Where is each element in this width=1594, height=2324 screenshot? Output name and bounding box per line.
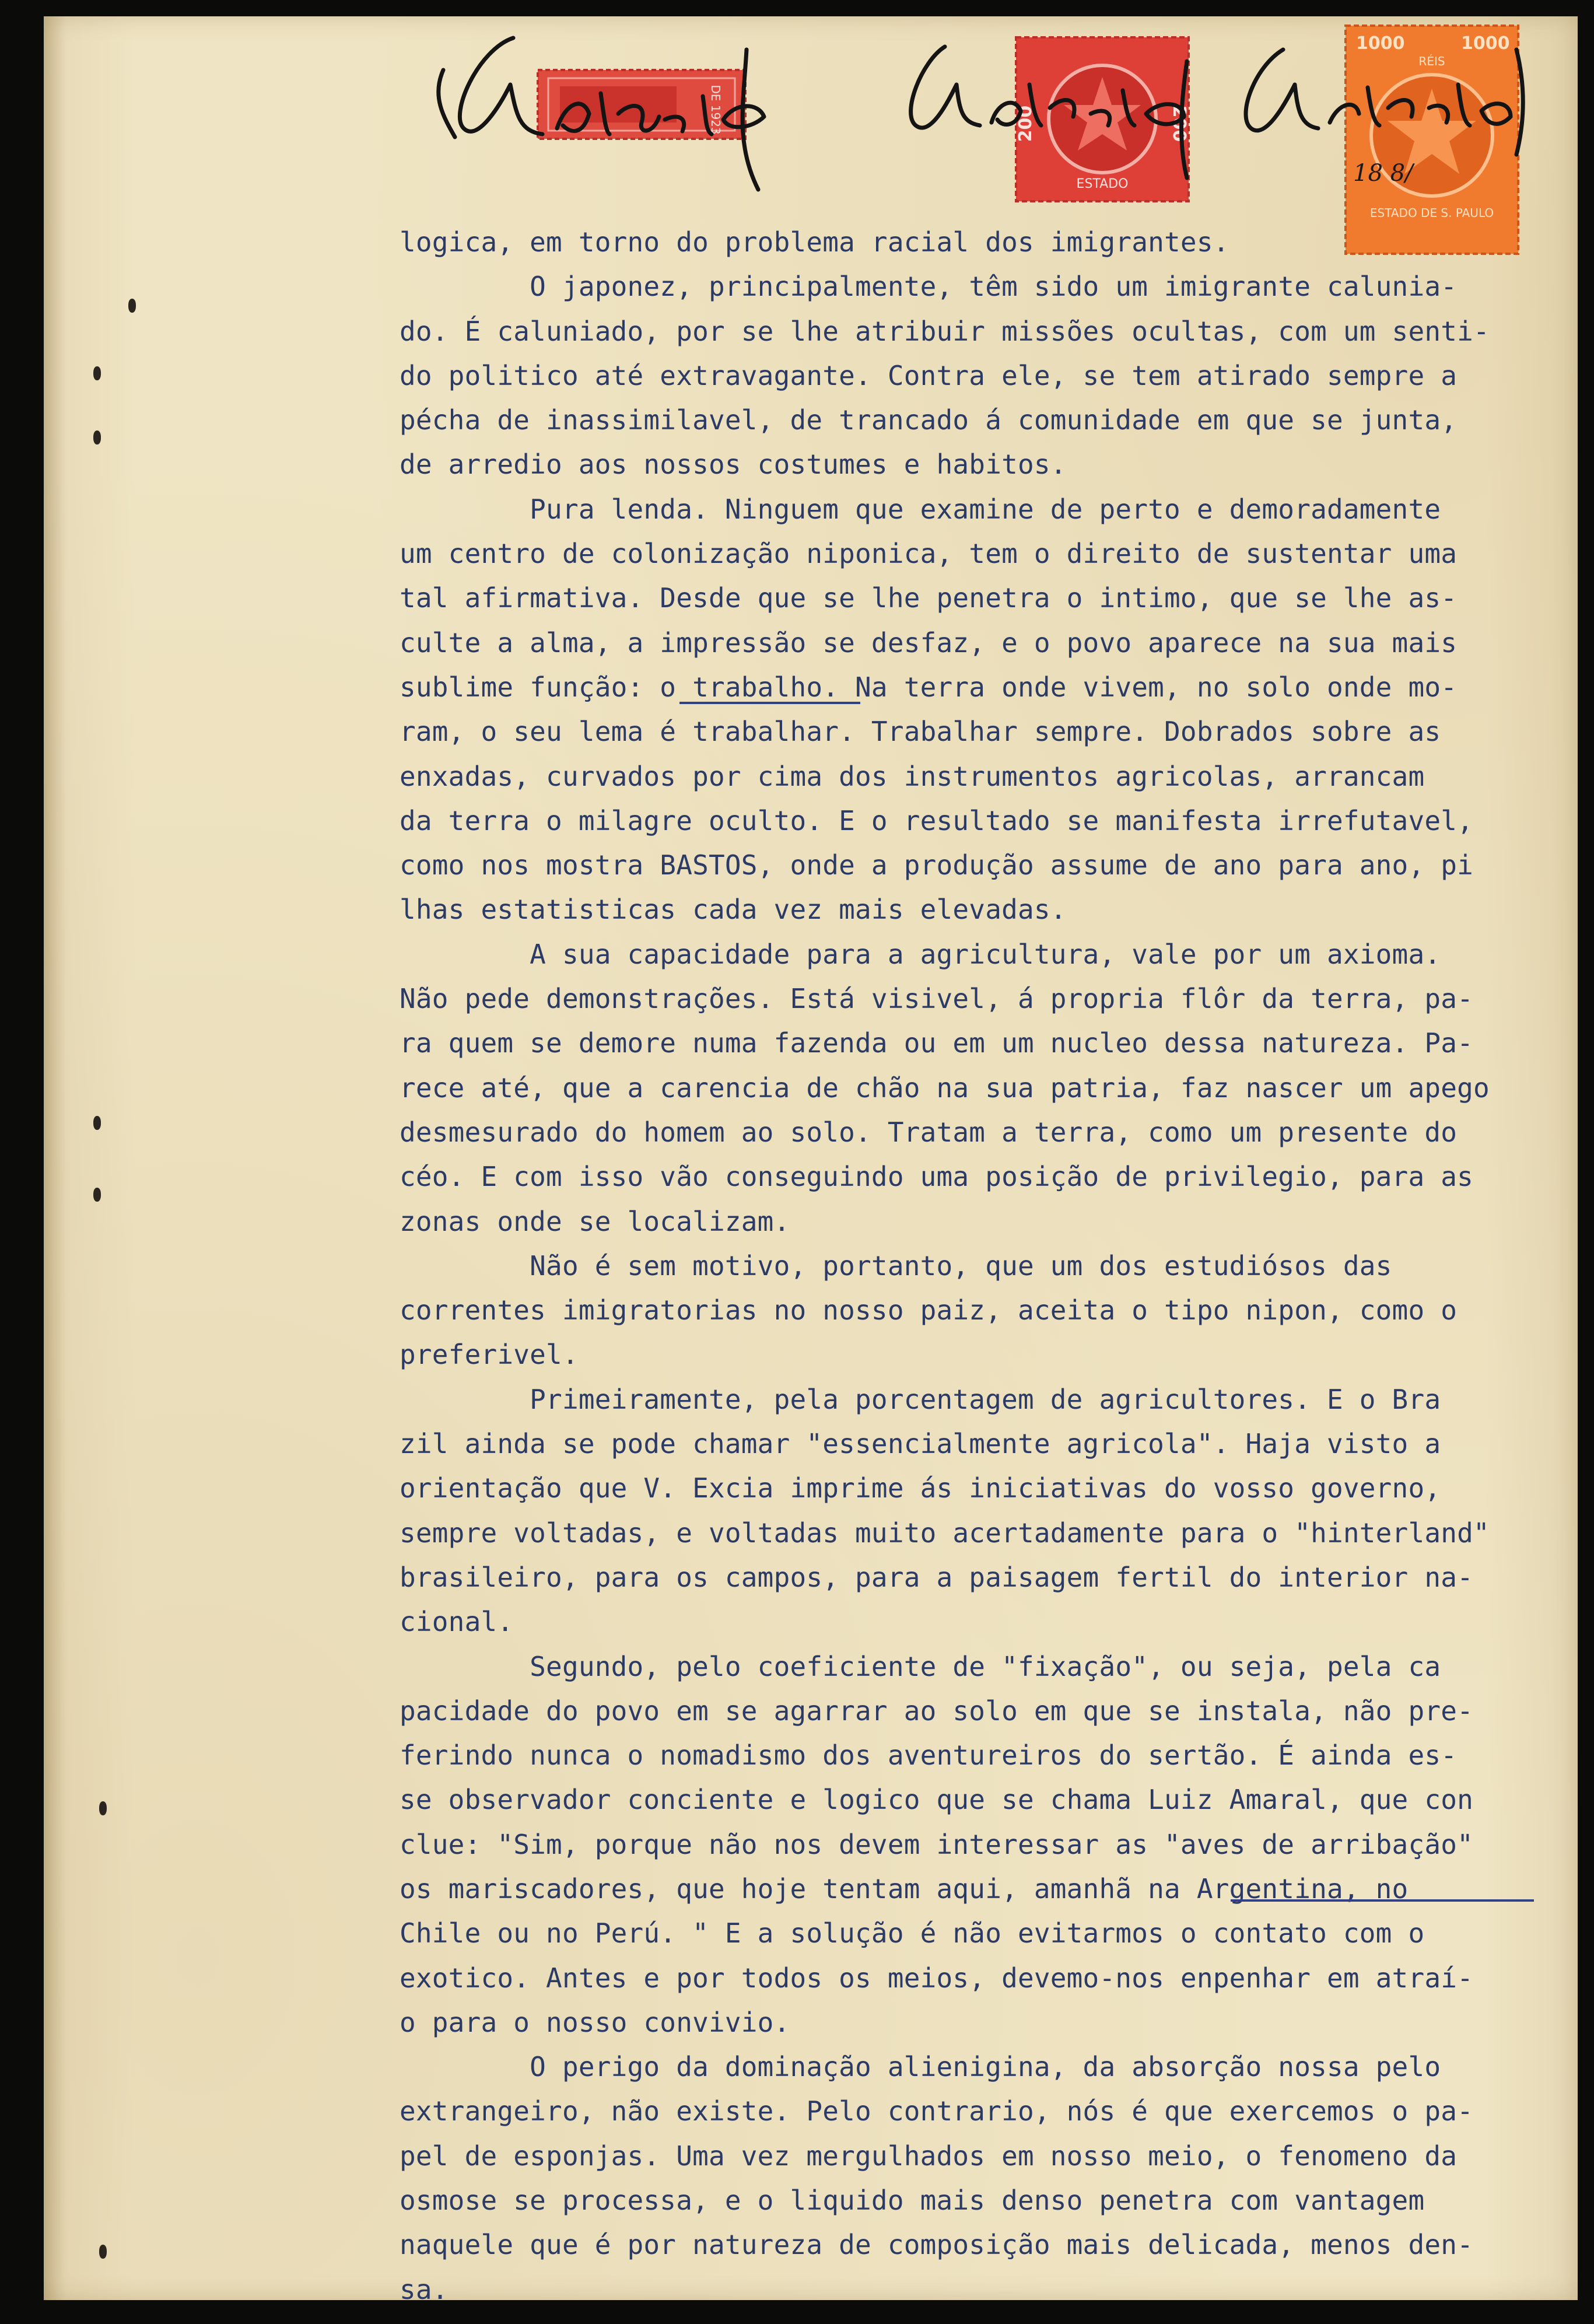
text-line: rece até, que a carencia de chão na sua patria, faz nascer um apego <box>400 1072 1490 1104</box>
text-line: pel de esponjas. Uma vez mergulhados em nosso meio, o fenomeno da <box>400 2140 1458 2172</box>
text-line: um centro de colonização niponica, tem o direito de sustentar uma <box>400 538 1458 570</box>
text-line: extrangeiro, não existe. Pelo contrario, nós é que exercemos o pa- <box>400 2095 1474 2127</box>
text-line: ferindo nunca o nomadismo dos aventureiros do sertão. É ainda es- <box>400 1740 1458 1772</box>
text-line: ram, o seu lema é trabalhar. Trabalhar sempre. Dobrados sobre as <box>400 716 1441 748</box>
text-line: tal afirmativa. Desde que se lhe penetra o intimo, que se lhe as- <box>400 582 1458 614</box>
text-line: desmesurado do homem ao solo. Tratam a terra, como um presente do <box>400 1116 1458 1148</box>
text-line: A sua capacidade para a agricultura, vale por um axioma. <box>400 938 1441 970</box>
text-line: Primeiramente, pela porcentagem de agricultores. E o Bra <box>400 1383 1441 1415</box>
text-line: pacidade do povo em se agarrar ao solo em que se instala, não pre- <box>400 1695 1474 1727</box>
text-line: se observador conciente e logico que se chama Luiz Amaral, que con <box>400 1784 1474 1816</box>
text-line: O perigo da dominação alienigina, da absorção nossa pelo <box>400 2051 1441 2083</box>
text-line: da terra o milagre oculto. E o resultado se manifesta irrefutavel, <box>400 804 1474 836</box>
text-line: enxadas, curvados por cima dos instrumentos agricolas, arrancam <box>400 760 1425 792</box>
text-line: ra quem se demore numa fazenda ou em um nucleo dessa natureza. Pa- <box>400 1027 1474 1059</box>
stamp-text: DE 1923 <box>709 85 723 135</box>
text-line: céo. E com isso vão conseguindo uma posição de privilegio, para as <box>400 1161 1474 1193</box>
text-line: Chile ou no Perú. " E a solução é não evitarmos o contato com o <box>400 1917 1425 1950</box>
text-line: zil ainda se pode chamar "essencialmente agricola". Haja visto a <box>400 1428 1441 1460</box>
text-line: O japonez, principalmente, têm sido um imigrante caluniа- <box>400 271 1458 303</box>
svg-text:200: 200 <box>1169 105 1189 142</box>
text-line: Não é sem motivo, portanto, que um dos estudiósos das <box>400 1250 1392 1282</box>
text-line: correntes imigratorias no nosso paiz, aceita o tipo nipon, como o <box>400 1294 1458 1326</box>
text-line: Não pede demonstrações. Está visivel, á propria flôr da terra, pa- <box>400 983 1474 1015</box>
text-line: do politico até extravagante. Contra ele, se tem atirado sempre a <box>400 359 1458 391</box>
text-line: cional. <box>400 1606 514 1638</box>
svg-text:ESTADO: ESTADO <box>1076 177 1129 191</box>
text-line: orientação que V. Excia imprime ás iniciativas do vosso governo, <box>400 1472 1441 1504</box>
text-line: de arredio aos nossos costumes e habitos. <box>400 449 1067 481</box>
text-line: sempre voltadas, e voltadas muito acertadamente para o "hinterland" <box>400 1517 1490 1549</box>
text-line: Pura lenda. Ninguem que examine de perto e demoradamente <box>400 493 1441 525</box>
text-line: do. É caluniado, por se lhe atribuir missões ocultas, com um senti- <box>400 315 1490 347</box>
text-line-underlined: sublime função: o trabalho. Na terra onde vivem, no solo onde mo- <box>400 671 1458 703</box>
svg-text:RÉIS: RÉIS <box>1418 54 1445 68</box>
svg-text:1000: 1000 <box>1356 33 1405 54</box>
svg-text:ESTADO DE S. PAULO: ESTADO DE S. PAULO <box>1369 206 1494 220</box>
text-line: os mariscadores, que hoje tentam aqui, amanhã na Argentina, no <box>400 1873 1409 1905</box>
text-line: lhas estatisticas cada vez mais elevadas. <box>400 894 1067 926</box>
text-line: Segundo, pelo coeficiente de "fixação", ou seja, pela ca <box>400 1650 1441 1682</box>
stamp-handwritten-date: 18 8/ <box>1353 160 1413 187</box>
text-line: sa. <box>400 2273 449 2305</box>
text-line: exotico. Antes e por todos os meios, devemo-nos enpenhar em atraí- <box>400 1962 1474 1994</box>
text-line: o para o nosso convivio. <box>400 2006 790 2038</box>
text-line: como nos mostra BASTOS, onde a produção assume de ano para ano, pi <box>400 849 1474 881</box>
text-line: clue: "Sim, porque não nos devem interessar as "aves de arribação" <box>400 1828 1474 1860</box>
text-line: pécha de inassimilavel, de trancado á comunidade em que se junta, <box>400 404 1458 436</box>
text-line: brasileiro, para os campos, para a paisagem fertil do interior na- <box>400 1561 1474 1593</box>
text-line: preferivel. <box>400 1339 579 1371</box>
text-line: culte a alma, a impressão se desfaz, e o povo aparece na sua mais <box>400 626 1458 659</box>
svg-text:200: 200 <box>1015 105 1036 142</box>
text-line: zonas onde se localizam. <box>400 1205 790 1237</box>
text-line: logica, em torno do problema racial dos imigrantes. <box>400 226 1229 258</box>
text-line: osmose se processa, e o liquido mais denso penetra com vantagem <box>400 2185 1425 2217</box>
text-line: naquele que é por natureza de composição mais delicada, menos den- <box>400 2229 1474 2261</box>
svg-text:1000: 1000 <box>1461 33 1510 54</box>
